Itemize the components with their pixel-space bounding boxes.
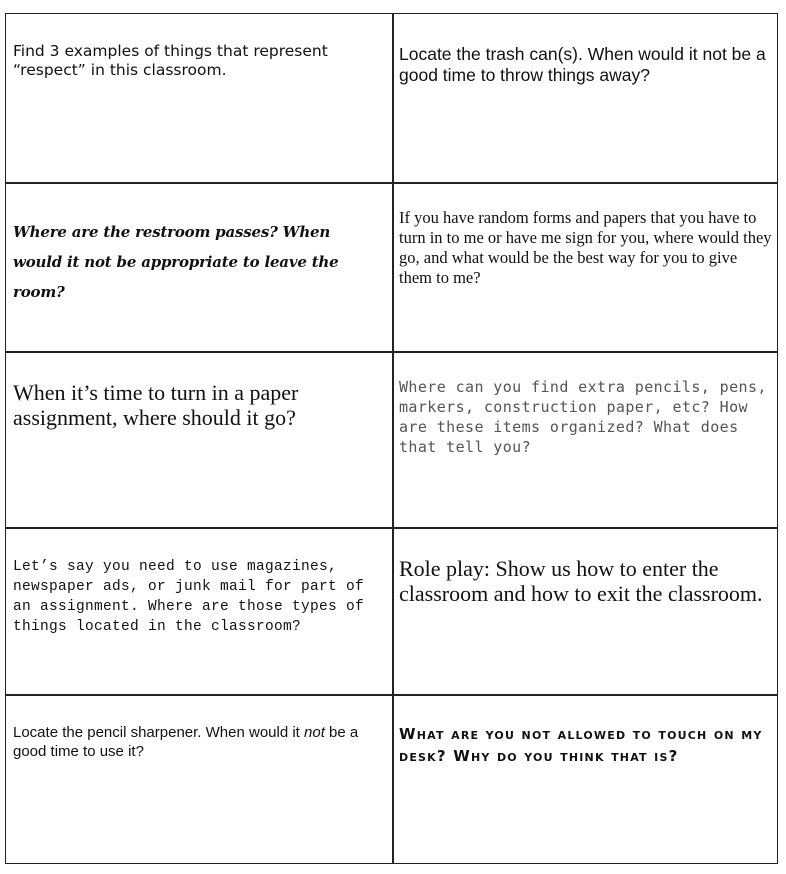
card-respect-examples: Find 3 examples of things that represent “respect” in this classroom. (13, 42, 328, 79)
card-restroom-passes: Where are the restroom passes? When would it not be appropriate to leave the room? (13, 223, 339, 301)
card-pencil-sharpener-text-before: Locate the pencil sharpener. When would it (13, 724, 305, 741)
card-pencil-sharpener-text-after: be a good time to use it? (13, 724, 359, 760)
row-divider (6, 351, 777, 353)
card-forms-and-papers: If you have random forms and papers that you have to turn in to me or have me sign for you, where would they go, and what would be the best way for you to give them to me? (399, 208, 772, 287)
card-role-play: Role play: Show us how to enter the classroom and how to exit the classroom. (399, 556, 763, 606)
card-trash-can: Locate the trash can(s). When would it not be a good time to throw things away? (399, 44, 766, 85)
card-teacher-desk: What are you not allowed to touch on my desk? Why do you think that is? (399, 725, 763, 765)
card-grid (5, 13, 778, 864)
card-pencil-sharpener-emphasis: not (304, 724, 325, 741)
row-divider (6, 694, 777, 696)
card-magazines: Let’s say you need to use magazines, newspaper ads, or junk mail for part of an assignment. Where are those types of things located in the classroom? (13, 559, 365, 635)
row-divider (6, 182, 777, 184)
card-paper-assignment: When it’s time to turn in a paper assignment, where should it go? (13, 380, 299, 430)
card-extra-supplies: Where can you find extra pencils, pens, markers, construction paper, etc? How are these items organized? What does that tell you? (399, 378, 767, 456)
row-divider (6, 527, 777, 529)
column-divider (392, 14, 394, 863)
card-pencil-sharpener (13, 723, 383, 761)
